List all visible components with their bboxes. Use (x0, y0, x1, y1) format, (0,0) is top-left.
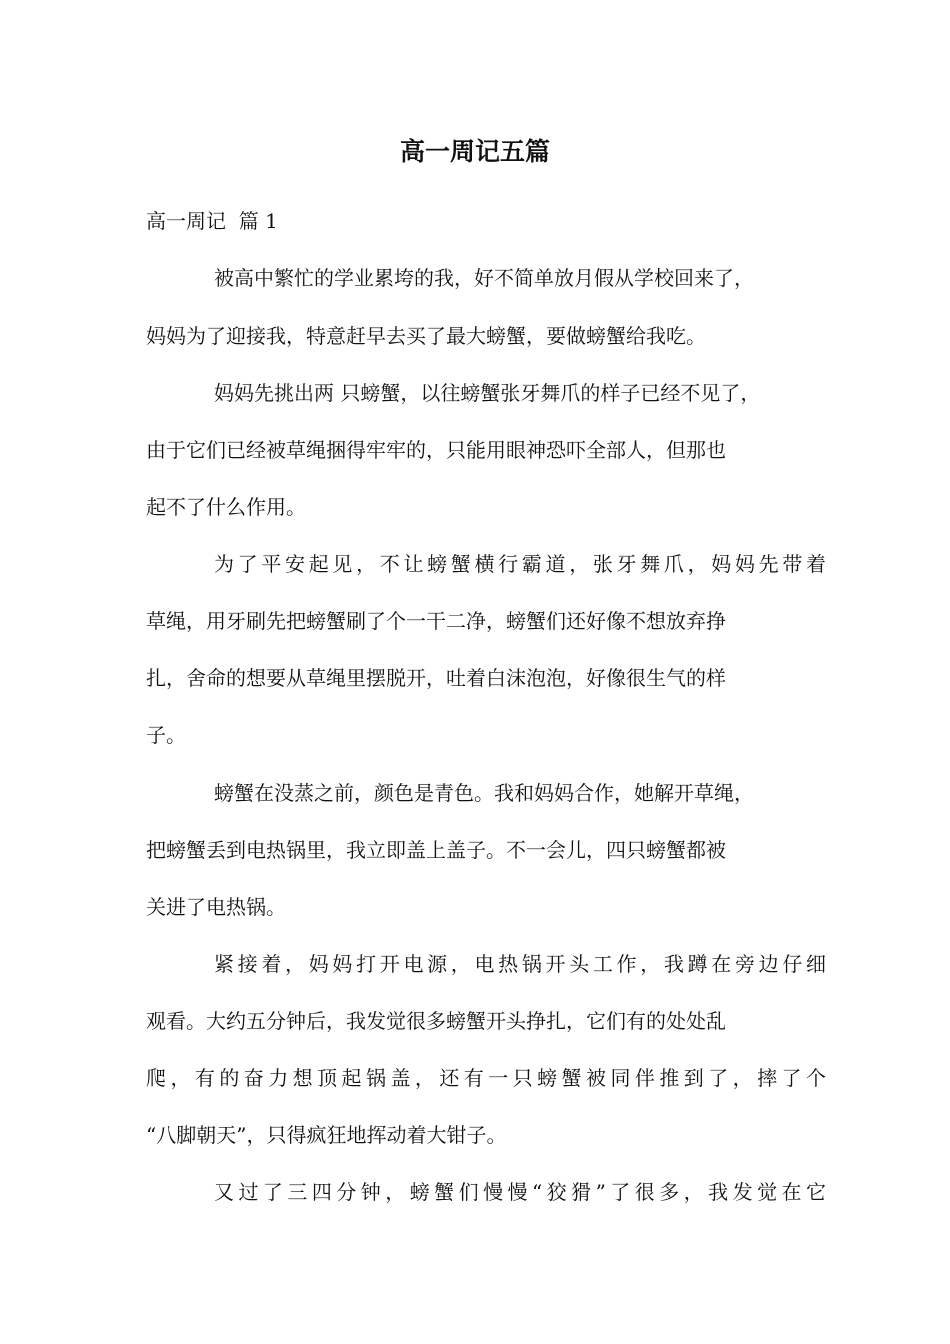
paragraph-line: 子。 (146, 723, 186, 747)
document-title: 高一周记五篇 (399, 137, 550, 166)
paragraph-line: 妈妈为了迎接我，特意赶早去买了最大螃蟹，要做螃蟹给我吃。 (146, 324, 706, 348)
paragraph-line: “八脚朝天”，只得疯狂地挥动着大钳子。 (146, 1123, 507, 1147)
paragraph-line: 扎，舍命的想要从草绳里摆脱开，吐着白沫泡泡，好像很生气的样 (146, 666, 726, 690)
paragraph-line: 草绳，用牙刷先把螃蟹刷了个一干二净，螃蟹们还好像不想放弃挣 (146, 609, 726, 633)
section-heading: 高一周记 篇 1 (146, 209, 278, 233)
paragraph-line: 紧接着，妈妈打开电源，电热锅开头工作，我蹲在旁边仔细 (214, 952, 826, 976)
paragraph-line: 观看。大约五分钟后，我发觉很多螃蟹开头挣扎，它们有的处处乱 (146, 1009, 726, 1033)
paragraph-line: 被高中繁忙的学业累垮的我，好不简单放月假从学校回来了， (214, 266, 754, 290)
paragraph-line: 又过了三四分钟，螃蟹们慢慢“狡猾”了很多，我发觉在它 (214, 1180, 826, 1204)
paragraph-line: 爬，有的奋力想顶起锅盖，还有一只螃蟹被同伴推到了，摔了个 (146, 1066, 826, 1090)
paragraph-line: 起不了什么作用。 (146, 495, 306, 519)
paragraph-line: 为了平安起见，不让螃蟹横行霸道，张牙舞爪，妈妈先带着 (214, 552, 826, 576)
paragraph-line: 妈妈先挑出两 只螃蟹，以往螃蟹张牙舞爪的样子已经不见了， (214, 381, 761, 405)
paragraph-line: 螃蟹在没蒸之前，颜色是青色。我和妈妈合作，她解开草绳， (214, 781, 754, 805)
paragraph-line: 关进了电热锅。 (146, 895, 286, 919)
paragraph-line: 由于它们已经被草绳捆得牢牢的，只能用眼神恐吓全部人，但那也 (146, 438, 726, 462)
paragraph-line: 把螃蟹丢到电热锅里，我立即盖上盖子。不一会儿，四只螃蟹都被 (146, 838, 726, 862)
